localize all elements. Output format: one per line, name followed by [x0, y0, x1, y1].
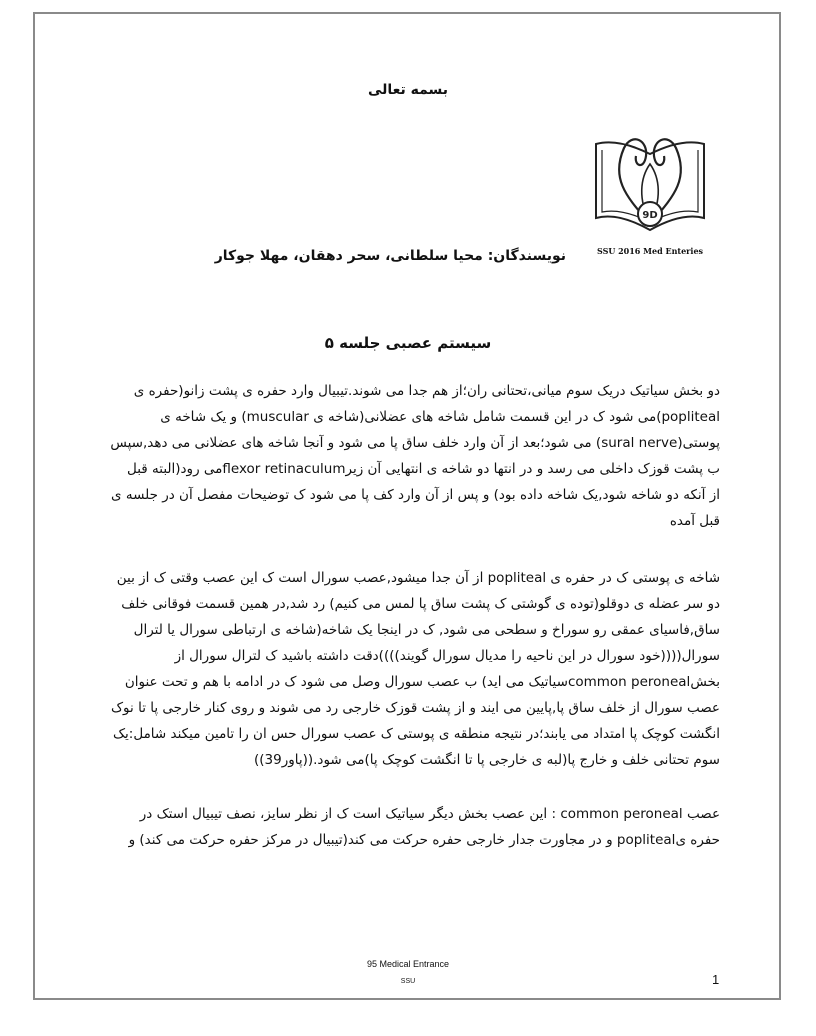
- page-number: 1: [712, 972, 720, 987]
- paragraph-1: [98, 378, 720, 534]
- text-line: بخشcommon peronealسیاتیک می اید) ب عصب سورال وصل می شود ک در ادامه با هم و تحت عنوان: [124, 674, 720, 690]
- text-line: ساق,فاسیای عمقی رو سوراخ و سطحی می شود, ک در اینجا یک شاخه(شاخه ی ارتباطی سورال یا لترال: [133, 622, 720, 638]
- text-line: سورال((((خود سورال در این ناحیه را مدیال سورال گویند))))دقت داشته باشید ک لترال سورال از: [174, 648, 720, 664]
- logo-caption: SSU 2016 Med Enteries: [596, 246, 704, 256]
- footer-title: 95 Medical Entrance: [366, 959, 450, 969]
- authors-line: نویسندگان: محیا سلطانی، سحر دهقان، مهلا جوکار: [214, 248, 566, 264]
- text-line: شاخه ی پوستی ک در حفره ی popliteal از آن جدا میشود,عصب سورال است ک این عصب وقتی ک از بین: [116, 570, 720, 586]
- logo-monogram: 9D: [642, 210, 658, 221]
- text-line: سوم تحتانی خلف و خارج پا(لبه ی خارجی پا تا انگشت کوچک پا)می شود.((پاور39)): [253, 752, 720, 768]
- text-line: دو بخش سیاتیک دریک سوم میانی،تحتانی ران؛از هم جدا می شوند.تیبیال وارد حفره ی پشت زانو(حفره ی: [133, 383, 720, 399]
- text-line: عصب سورال از خلف ساق پا,پایین می ایند و از پشت قوزک خارجی رد می شوند و روی کنار خارجی پا تا نوک: [110, 700, 720, 716]
- logo-emblem-icon: [588, 126, 712, 246]
- session-title: سیستم عصبی جلسه ۵: [324, 334, 492, 352]
- text-line: از آنکه دو شاخه شود,یک شاخه داده بود) و پس از آن وارد کف پا می شود ک توضیحات مفصل آن در جلسه ی: [110, 487, 720, 503]
- paragraph-3: [98, 801, 720, 853]
- text-line: دو سر عضله ی دوقلو(توده ی گوشتی ک پشت ساق پا لمس می کنیم) رد شد,در همین قسمت فوقانی خلف: [121, 596, 720, 612]
- text-line: قبل آمده: [669, 513, 720, 529]
- text-line: popliteal)می شود ک در این قسمت شامل شاخه های عضلانی(شاخه ی muscular) و یک شاخه ی: [160, 409, 720, 425]
- text-line: حفره یpopliteal و در مجاورت جدار خارجی حفره حرکت می کند(تیبیال در مرکز حفره حرکت می کند) و: [128, 832, 720, 848]
- text-line: عصب common peroneal : این عصب بخش دیگر سیاتیک است ک از نظر سایز، نصف تیبیال استک در: [139, 806, 720, 822]
- text-line: پوستی(sural nerve) می شود؛بعد از آن وارد خلف ساق پا می شود و آنجا شاخه های عضلانی می دهد,سپس: [110, 435, 720, 451]
- paragraph-2: [98, 565, 720, 773]
- text-line: ب پشت قوزک داخلی می رسد و در انتها دو شاخه ی انتهایی آن زیرflexor retinaculumمی رود(البته قبل: [126, 461, 720, 477]
- footer-subtitle: SSU: [400, 978, 416, 985]
- page-title: بسمه تعالی: [367, 82, 449, 98]
- logo: [588, 126, 712, 266]
- text-line: انگشت کوچک پا امتداد می یابند؛در نتیجه منطقه ی پوستی ک عصب سورال حس ان را تامین میکند شامل:یک: [112, 726, 720, 742]
